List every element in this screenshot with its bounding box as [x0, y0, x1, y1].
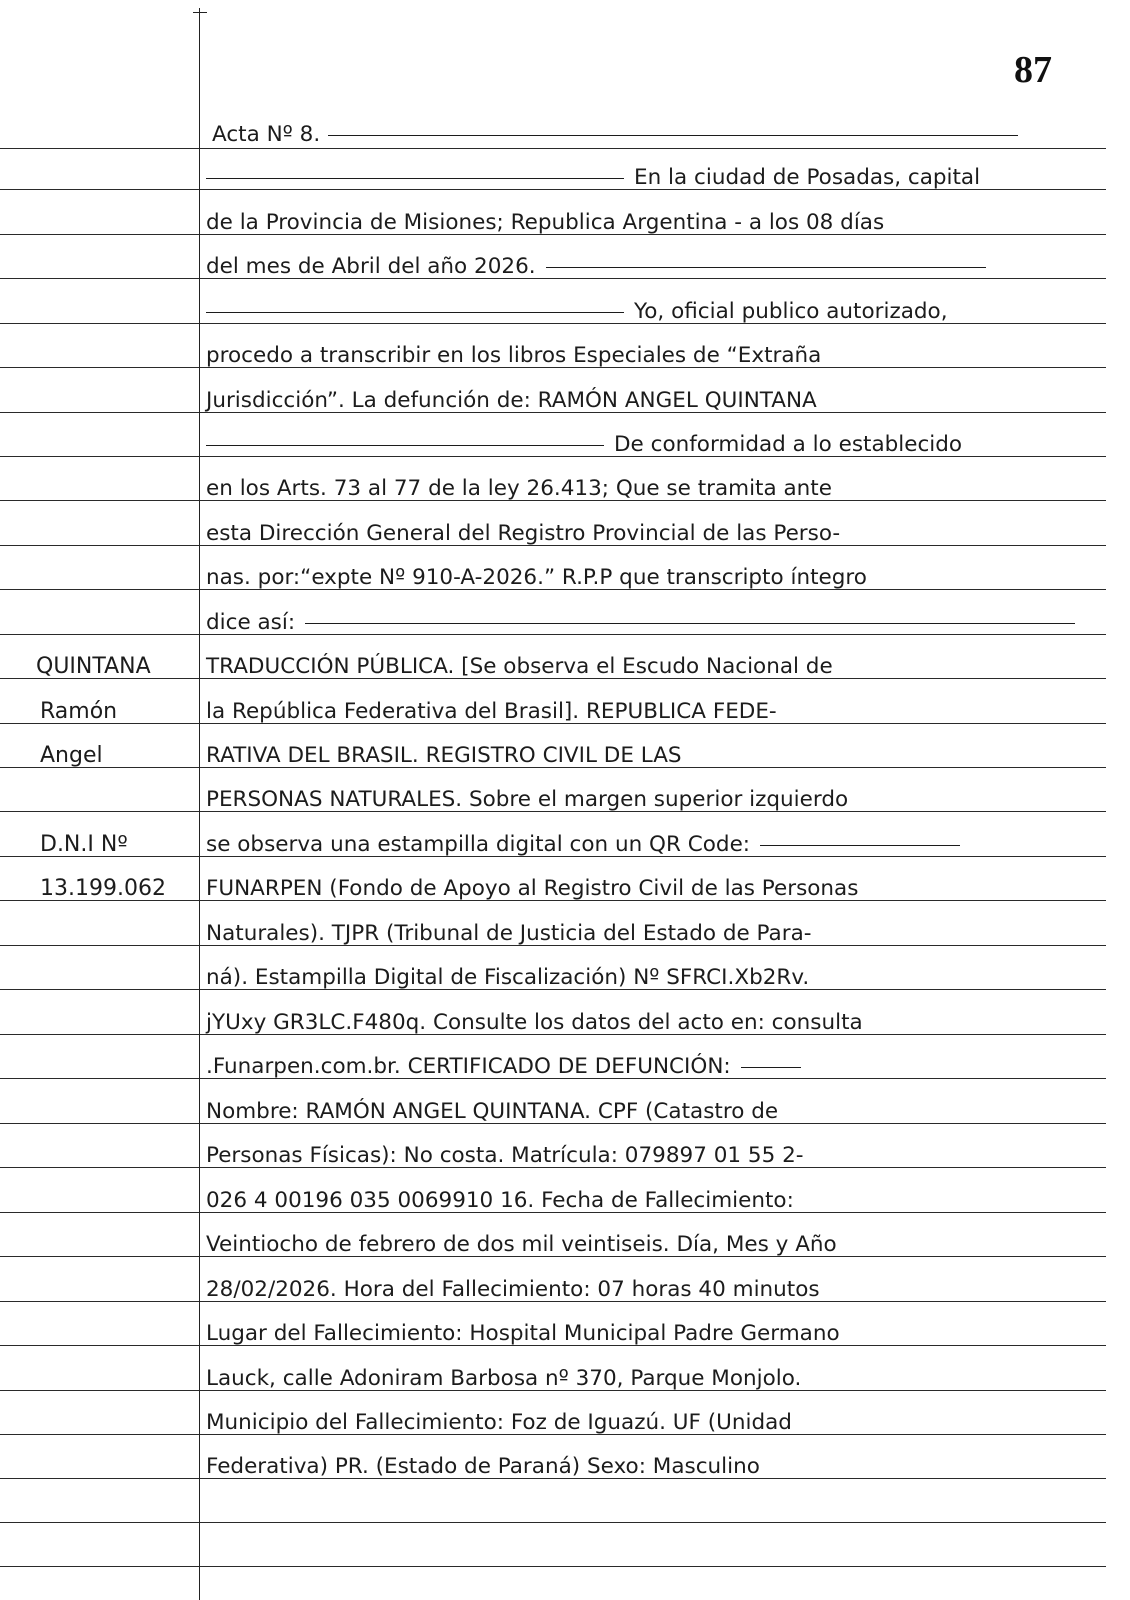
body-line-text: dice así:	[206, 610, 296, 635]
fill-dash	[546, 267, 986, 268]
ruled-line	[0, 1566, 1106, 1567]
body-line-9: esta Dirección General del Registro Provincial de las Perso-	[206, 521, 841, 546]
body-line-25: Veintiocho de febrero de dos mil veintiseis. Día, Mes y Año	[206, 1232, 837, 1257]
fill-dash	[741, 1067, 801, 1068]
body-line-24: 026 4 00196 035 0069910 16. Fecha de Fallecimiento:	[206, 1188, 794, 1213]
fill-dash	[206, 312, 624, 313]
body-line-4	[206, 299, 948, 325]
body-line-14: RATIVA DEL BRASIL. REGISTRO CIVIL DE LAS	[206, 743, 682, 768]
body-line-text: De conformidad a lo establecido	[614, 432, 963, 457]
page-number: 87	[1014, 49, 1052, 91]
body-line-3	[206, 254, 986, 280]
body-line-text: .Funarpen.com.br. CERTIFICADO DE DEFUNCIÓN:	[206, 1054, 731, 1079]
fill-dash	[328, 135, 1018, 136]
body-line-12: TRADUCCIÓN PÚBLICA. [Se observa el Escudo Nacional de	[206, 654, 833, 679]
ruled-line	[0, 148, 1106, 149]
body-line-10: nas. por:“expte Nº 910-A-2026.” R.P.P que transcripto íntegro	[206, 565, 867, 590]
body-line-15: PERSONAS NATURALES. Sobre el margen superior izquierdo	[206, 787, 849, 812]
fill-dash	[206, 445, 604, 446]
body-line-20: jYUxy GR3LC.F480q. Consulte los datos del acto en: consulta	[206, 1010, 863, 1035]
body-line-2: de la Provincia de Misiones; Republica Argentina - a los 08 días	[206, 210, 885, 235]
fill-dash	[305, 623, 1075, 624]
body-line-27: Lugar del Fallecimiento: Hospital Municipal Padre Germano	[206, 1321, 840, 1346]
act-heading	[212, 122, 1018, 148]
body-line-22: Nombre: RAMÓN ANGEL QUINTANA. CPF (Catastro de	[206, 1099, 779, 1124]
body-line-26: 28/02/2026. Hora del Fallecimiento: 07 horas 40 minutos	[206, 1277, 820, 1302]
act-heading-text: Acta Nº 8.	[212, 122, 321, 147]
margin-rule	[199, 8, 200, 1600]
body-line-23: Personas Físicas): No costa. Matrícula: 079897 01 55 2-	[206, 1143, 804, 1168]
body-line-8: en los Arts. 73 al 77 de la ley 26.413; Que se tramita ante	[206, 476, 832, 501]
margin-note-middle-name: Angel	[40, 743, 103, 768]
margin-rule-tick	[193, 12, 207, 13]
body-line-11	[206, 610, 1075, 636]
body-line-28: Lauck, calle Adoniram Barbosa nº 370, Parque Monjolo.	[206, 1366, 802, 1391]
body-line-29: Municipio del Fallecimiento: Foz de Iguazú. UF (Unidad	[206, 1410, 792, 1435]
body-line-6: Jurisdicción”. La defunción de: RAMÓN ANGEL QUINTANA	[206, 388, 817, 413]
margin-note-dni-number: 13.199.062	[40, 876, 166, 901]
body-line-7	[206, 432, 962, 458]
body-line-5: procedo a transcribir en los libros Especiales de “Extraña	[206, 343, 822, 368]
margin-note-dni-label: D.N.I Nº	[40, 832, 128, 857]
body-line-1	[206, 165, 980, 191]
body-line-18: Naturales). TJPR (Tribunal de Justicia del Estado de Para-	[206, 921, 812, 946]
margin-note-surname: QUINTANA	[36, 654, 151, 679]
fill-dash	[760, 845, 960, 846]
ruled-line	[0, 1522, 1106, 1523]
body-line-text: En la ciudad de Posadas, capital	[634, 165, 981, 190]
body-line-17: FUNARPEN (Fondo de Apoyo al Registro Civil de las Personas	[206, 876, 859, 901]
body-line-30: Federativa) PR. (Estado de Paraná) Sexo: Masculino	[206, 1454, 760, 1479]
fill-dash	[206, 178, 624, 179]
body-line-text: se observa una estampilla digital con un QR Code:	[206, 832, 751, 857]
body-line-21	[206, 1054, 801, 1080]
body-line-19: ná). Estampilla Digital de Fiscalización) Nº SFRCI.Xb2Rv.	[206, 965, 810, 990]
body-line-text: del mes de Abril del año 2026.	[206, 254, 536, 279]
body-line-13: la República Federativa del Brasil]. REPUBLICA FEDE-	[206, 699, 777, 724]
margin-note-first-name: Ramón	[40, 699, 118, 724]
body-line-text: Yo, oficial publico autorizado,	[634, 299, 948, 324]
body-line-16	[206, 832, 960, 858]
